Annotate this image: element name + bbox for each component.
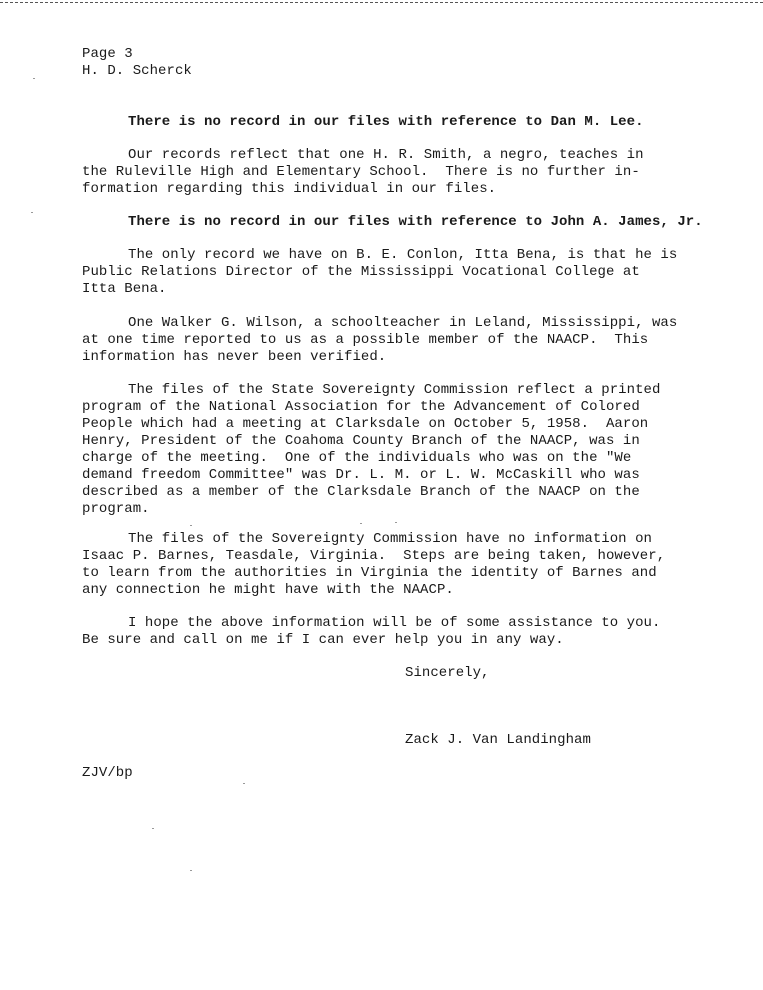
scan-speck xyxy=(360,523,362,524)
paragraph-7-line-4: any connection he might have with the NAACP. xyxy=(82,582,454,598)
paragraph-4-line-1: The only record we have on B. E. Conlon, Itta Bena, is that he is xyxy=(128,247,678,263)
page-number: Page 3 xyxy=(82,46,133,62)
paragraph-4-line-3: Itta Bena. xyxy=(82,281,167,297)
paragraph-7-line-3: to learn from the authorities in Virginia the identity of Barnes and xyxy=(82,565,657,581)
paragraph-3-line-1: There is no record in our files with reference to John A. James, Jr. xyxy=(128,214,703,230)
scan-speck xyxy=(190,525,192,526)
paragraph-6-line-7: described as a member of the Clarksdale Branch of the NAACP on the xyxy=(82,484,640,500)
scan-speck xyxy=(31,212,33,213)
paragraph-4-line-2: Public Relations Director of the Mississippi Vocational College at xyxy=(82,264,640,280)
paragraph-8-line-1: I hope the above information will be of some assistance to you. xyxy=(128,615,661,631)
paragraph-6-line-1: The files of the State Sovereignty Commission reflect a printed xyxy=(128,382,661,398)
paragraph-6-line-6: demand freedom Committee" was Dr. L. M. or L. W. McCaskill who was xyxy=(82,467,640,483)
paragraph-6-line-5: charge of the meeting. One of the individuals who was on the "We xyxy=(82,450,632,466)
scan-speck xyxy=(152,828,154,829)
signatory-name: Zack J. Van Landingham xyxy=(405,732,591,748)
closing-salutation: Sincerely, xyxy=(405,665,490,681)
scan-speck xyxy=(190,870,192,871)
scan-speck xyxy=(395,522,397,523)
paragraph-7-line-2: Isaac P. Barnes, Teasdale, Virginia. Steps are being taken, however, xyxy=(82,548,666,564)
scan-speck xyxy=(243,783,245,784)
paragraph-5-line-3: information has never been verified. xyxy=(82,349,387,365)
paragraph-8-line-2: Be sure and call on me if I can ever help you in any way. xyxy=(82,632,564,648)
recipient-name: H. D. Scherck xyxy=(82,63,192,79)
paragraph-6-line-8: program. xyxy=(82,501,150,517)
paragraph-2-line-2: the Ruleville High and Elementary School. There is no further in- xyxy=(82,164,640,180)
paragraph-1-line-1: There is no record in our files with reference to Dan M. Lee. xyxy=(128,114,644,130)
paragraph-2-line-1: Our records reflect that one H. R. Smith, a negro, teaches in xyxy=(128,147,644,163)
paragraph-2-line-3: formation regarding this individual in our files. xyxy=(82,181,497,197)
reference-initials: ZJV/bp xyxy=(82,765,133,781)
paragraph-6-line-4: Henry, President of the Coahoma County Branch of the NAACP, was in xyxy=(82,433,640,449)
paragraph-5-line-2: at one time reported to us as a possible member of the NAACP. This xyxy=(82,332,649,348)
paragraph-5-line-1: One Walker G. Wilson, a schoolteacher in Leland, Mississippi, was xyxy=(128,315,678,331)
paragraph-6-line-3: People which had a meeting at Clarksdale on October 5, 1958. Aaron xyxy=(82,416,649,432)
scan-speck xyxy=(33,78,35,79)
paragraph-7-line-1: The files of the Sovereignty Commission have no information on xyxy=(128,531,652,547)
paragraph-6-line-2: program of the National Association for the Advancement of Colored xyxy=(82,399,640,415)
